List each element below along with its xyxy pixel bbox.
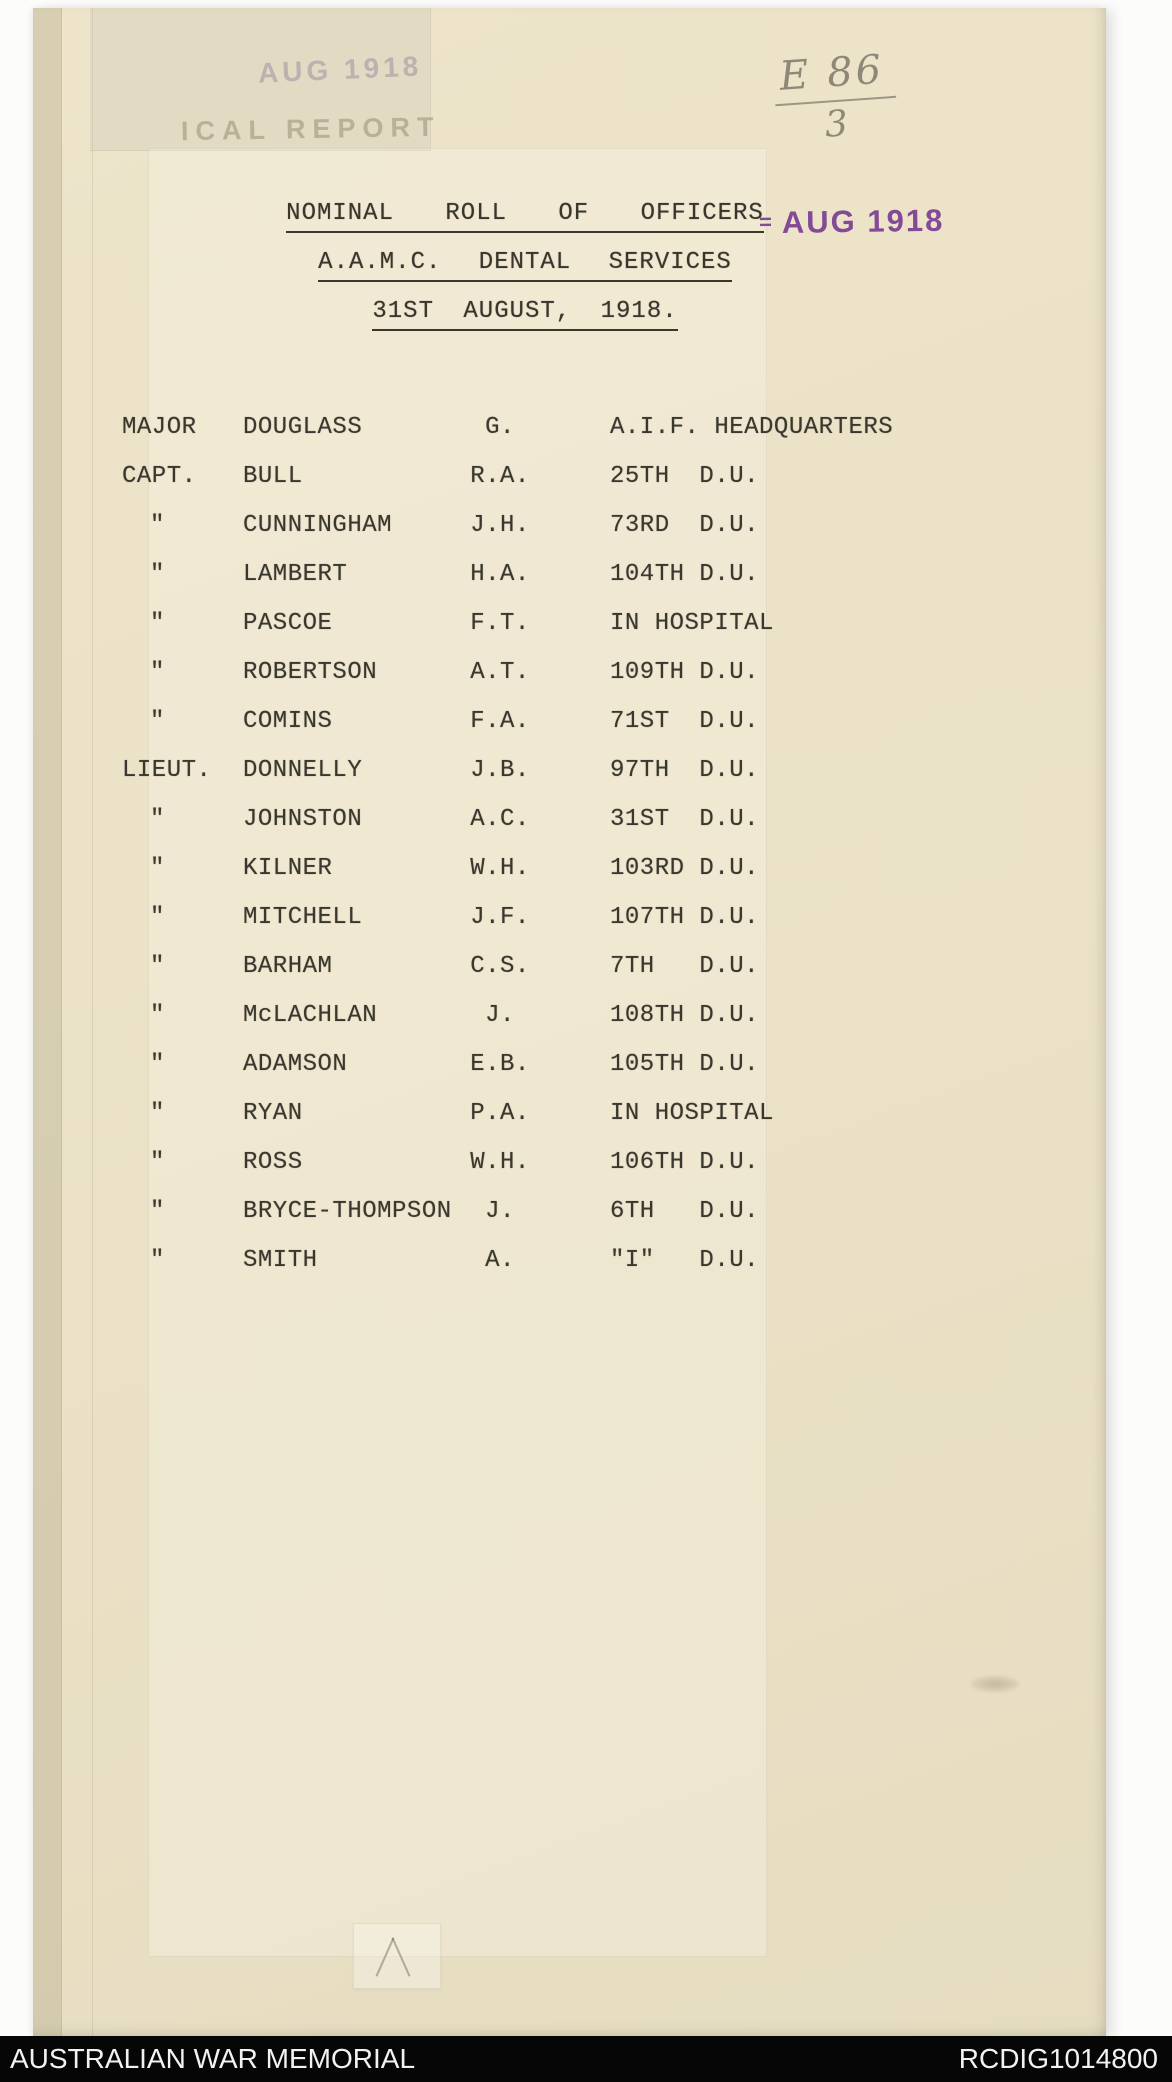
- pencil-mark: [392, 1937, 411, 1976]
- unit-cell: 103RD D.U.: [610, 855, 760, 882]
- stamp-date-text: AUG 1918: [781, 202, 945, 240]
- table-row: [110, 893, 1010, 942]
- unit-cell: 104TH D.U.: [610, 561, 760, 588]
- table-row: [110, 1236, 1010, 1285]
- rank-cell: ": [150, 953, 165, 980]
- unit-cell: IN HOSPITAL: [610, 1100, 774, 1127]
- rank-cell: ": [150, 1247, 165, 1274]
- initials-cell: J.: [485, 1198, 515, 1225]
- handwritten-reference: [772, 46, 899, 149]
- initials-cell: C.S.: [470, 953, 530, 980]
- surname-cell: JOHNSTON: [243, 806, 363, 833]
- initials-cell: A.T.: [470, 659, 530, 686]
- initials-cell: A.C.: [470, 806, 530, 833]
- surname-cell: DONNELLY: [243, 757, 363, 784]
- initials-cell: E.B.: [470, 1051, 530, 1078]
- initials-cell: P.A.: [470, 1100, 530, 1127]
- rank-cell: MAJOR: [122, 414, 197, 441]
- initials-cell: J.B.: [470, 757, 530, 784]
- rank-cell: ": [150, 806, 165, 833]
- surname-cell: BULL: [243, 463, 303, 490]
- surname-cell: ADAMSON: [243, 1051, 348, 1078]
- table-row: [110, 942, 1010, 991]
- footer-reference-id: RCDIG1014800: [958, 2043, 1158, 2074]
- rank-cell: ": [150, 561, 165, 588]
- unit-cell: 107TH D.U.: [610, 904, 760, 931]
- initials-cell: F.T.: [470, 610, 530, 637]
- unit-cell: 25TH D.U.: [610, 463, 760, 490]
- unit-cell: IN HOSPITAL: [610, 610, 774, 637]
- unit-cell: 97TH D.U.: [610, 757, 760, 784]
- initials-cell: H.A.: [470, 561, 530, 588]
- unit-cell: 108TH D.U.: [610, 1002, 760, 1029]
- table-row: [110, 1187, 1010, 1236]
- paper-crease: [92, 8, 93, 2036]
- pencil-mark: [376, 1937, 395, 1976]
- tape-fragment: [353, 1923, 441, 1989]
- initials-cell: W.H.: [470, 855, 530, 882]
- surname-cell: McLACHLAN: [243, 1002, 378, 1029]
- initials-cell: J.H.: [470, 512, 530, 539]
- unit-cell: 7TH D.U.: [610, 953, 760, 980]
- surname-cell: RYAN: [243, 1100, 303, 1127]
- initials-cell: F.A.: [470, 708, 530, 735]
- surname-cell: BRYCE-THOMPSON: [243, 1198, 452, 1225]
- rank-cell: ": [150, 512, 165, 539]
- unit-cell: 6TH D.U.: [610, 1198, 760, 1225]
- unit-cell: 73RD D.U.: [610, 512, 760, 539]
- table-row: [110, 795, 1010, 844]
- rank-cell: ": [150, 1198, 165, 1225]
- rank-cell: ": [150, 610, 165, 637]
- document-date: 31ST AUGUST, 1918.: [372, 298, 677, 331]
- table-row: [110, 550, 1010, 599]
- table-row: [110, 648, 1010, 697]
- initials-cell: R.A.: [470, 463, 530, 490]
- surname-cell: MITCHELL: [243, 904, 363, 931]
- faded-date-stamp: AUG 1918: [257, 50, 423, 89]
- rank-cell: ": [150, 1100, 165, 1127]
- surname-cell: COMINS: [243, 708, 333, 735]
- surname-cell: KILNER: [243, 855, 333, 882]
- unit-cell: 31ST D.U.: [610, 806, 760, 833]
- officer-roll: [110, 403, 1010, 1285]
- unit-cell: 106TH D.U.: [610, 1149, 760, 1176]
- surname-cell: DOUGLASS: [243, 414, 363, 441]
- table-row: [110, 452, 1010, 501]
- table-row: [110, 501, 1010, 550]
- initials-cell: J.: [485, 1002, 515, 1029]
- rank-cell: ": [150, 1149, 165, 1176]
- table-row: [110, 991, 1010, 1040]
- document-title: NOMINAL ROLL OF OFFICERS: [286, 200, 764, 233]
- rank-cell: CAPT.: [122, 463, 197, 490]
- unit-cell: 105TH D.U.: [610, 1051, 760, 1078]
- title-block: [110, 200, 940, 331]
- faded-report-stamp: ICAL REPORT: [180, 111, 441, 147]
- unit-cell: 71ST D.U.: [610, 708, 760, 735]
- table-row: [110, 1040, 1010, 1089]
- table-row: [110, 697, 1010, 746]
- surname-cell: ROSS: [243, 1149, 303, 1176]
- table-row: [110, 403, 1010, 452]
- rank-cell: ": [150, 855, 165, 882]
- initials-cell: J.F.: [470, 904, 530, 931]
- document-subtitle: A.A.M.C. DENTAL SERVICES: [318, 249, 732, 282]
- reference-denominator: 3: [823, 103, 850, 146]
- rank-cell: LIEUT.: [122, 757, 212, 784]
- surname-cell: CUNNINGHAM: [243, 512, 393, 539]
- surname-cell: SMITH: [243, 1247, 318, 1274]
- initials-cell: G.: [485, 414, 515, 441]
- initials-cell: W.H.: [470, 1149, 530, 1176]
- surname-cell: BARHAM: [243, 953, 333, 980]
- rank-cell: ": [150, 708, 165, 735]
- surname-cell: LAMBERT: [243, 561, 348, 588]
- footer-bar: [0, 2036, 1172, 2082]
- ink-smudge: [971, 1676, 1019, 1692]
- document-page: [33, 8, 1106, 2036]
- rank-cell: ": [150, 904, 165, 931]
- unit-cell: A.I.F. HEADQUARTERS: [610, 414, 894, 441]
- unit-cell: 109TH D.U.: [610, 659, 760, 686]
- reference-numerator: E 86: [772, 46, 896, 106]
- surname-cell: PASCOE: [243, 610, 333, 637]
- unit-cell: "I" D.U.: [610, 1247, 760, 1274]
- rank-cell: ": [150, 1002, 165, 1029]
- surname-cell: ROBERTSON: [243, 659, 378, 686]
- page-edge-band: [33, 8, 62, 2036]
- rank-cell: ": [150, 1051, 165, 1078]
- table-row: [110, 599, 1010, 648]
- stamp-prefix-mark: =: [758, 209, 775, 235]
- table-row: [110, 844, 1010, 893]
- table-row: [110, 1089, 1010, 1138]
- table-row: [110, 1138, 1010, 1187]
- table-row: [110, 746, 1010, 795]
- footer-institution: AUSTRALIAN WAR MEMORIAL: [10, 2043, 416, 2074]
- rank-cell: ": [150, 659, 165, 686]
- initials-cell: A.: [485, 1247, 515, 1274]
